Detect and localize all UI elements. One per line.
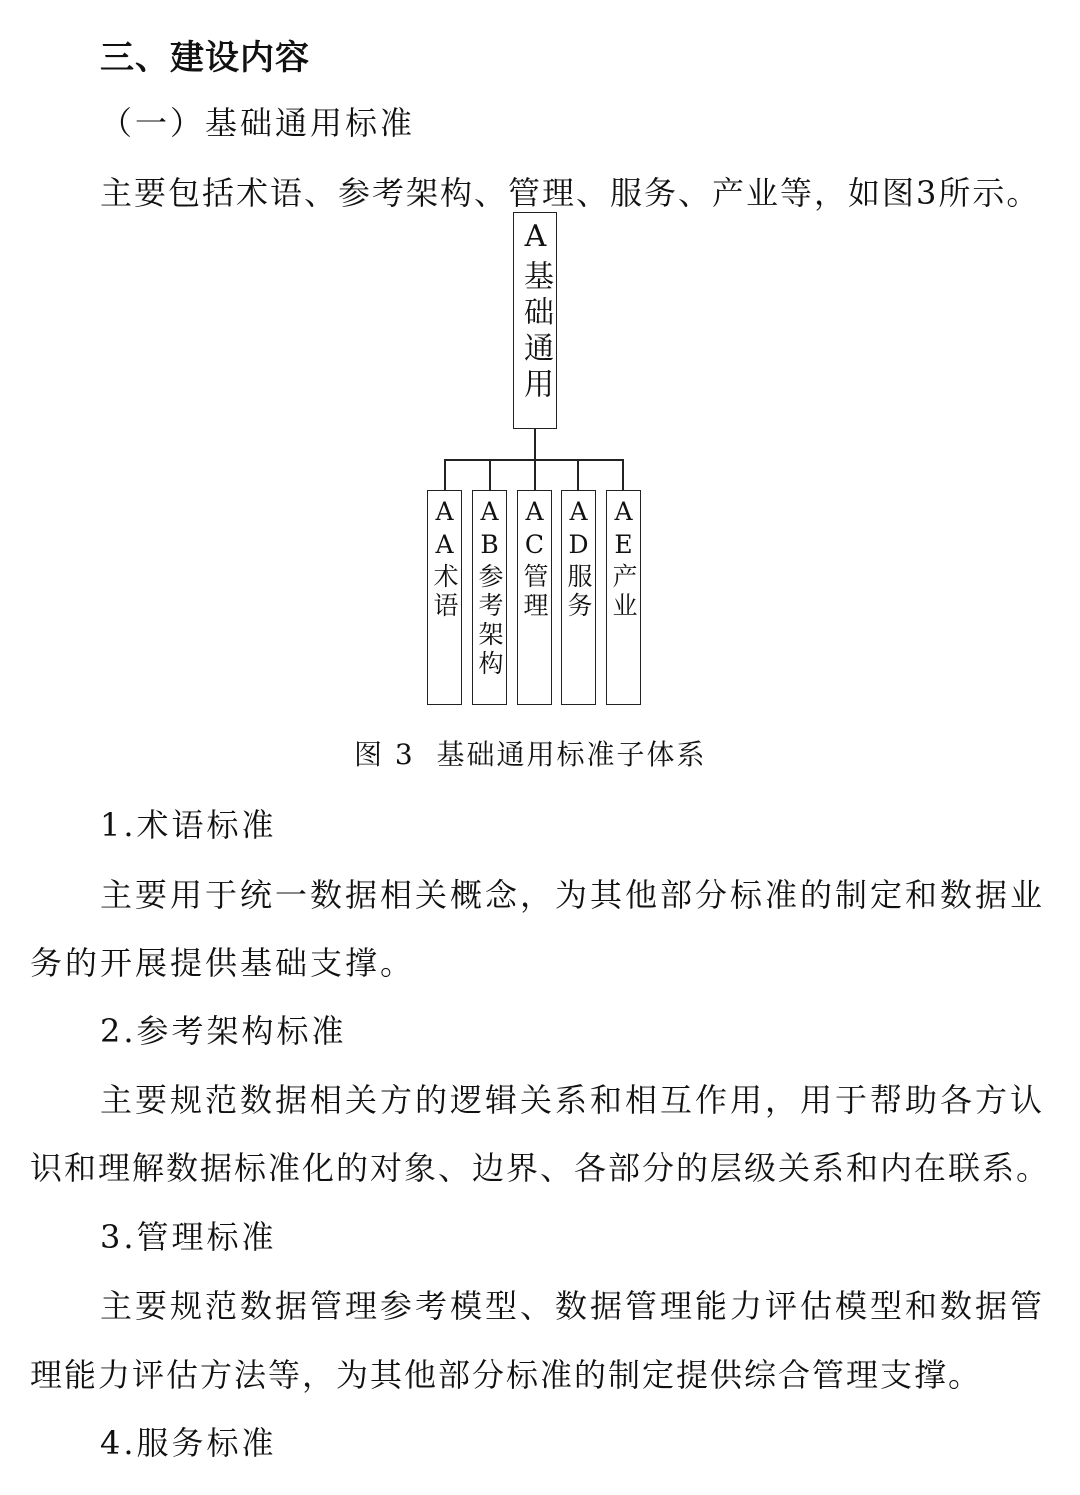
connector-ac — [534, 459, 536, 491]
item-paragraph-line: 主要规范数据相关方的逻辑关系和相互作用，用于帮助各方认 — [100, 1081, 1046, 1119]
diagram-child-box-ae — [606, 490, 641, 705]
diagram-child-label-ab: AB参考架构 — [475, 497, 504, 679]
connector-ab — [489, 459, 491, 491]
section-heading: 三、建设内容 — [100, 38, 310, 78]
diagram-child-box-ad — [561, 490, 596, 705]
connector-root-down — [534, 429, 536, 460]
intro-paragraph: 主要包括术语、参考架构、管理、服务、产业等，如图3所示。 — [100, 174, 1041, 212]
diagram-root-label: A基础通用 — [518, 219, 553, 404]
connector-aa — [444, 459, 446, 491]
item-title-4: 4.服务标准 — [100, 1424, 277, 1462]
connector-ae — [622, 459, 624, 491]
diagram-child-box-aa — [427, 490, 462, 705]
diagram-child-label-ad: AD服务 — [564, 497, 593, 621]
item-paragraph-line: 识和理解数据标准化的对象、边界、各部分的层级关系和内在联系。 — [30, 1149, 1051, 1187]
item-paragraph-line: 务的开展提供基础支撑。 — [30, 944, 416, 982]
item-title-2: 2.参考架构标准 — [100, 1012, 347, 1050]
diagram-child-box-ab — [472, 490, 507, 705]
item-paragraph-line: 主要用于统一数据相关概念，为其他部分标准的制定和数据业 — [100, 876, 1046, 914]
item-title-3: 3.管理标准 — [100, 1218, 277, 1256]
item-paragraph-line: 主要规范数据管理参考模型、数据管理能力评估模型和数据管 — [100, 1287, 1046, 1325]
connector-ad — [577, 459, 579, 491]
diagram-child-label-ac: AC管理 — [520, 497, 549, 621]
item-title-1: 1.术语标准 — [100, 806, 277, 844]
diagram-child-box-ac — [517, 490, 552, 705]
diagram-child-label-ae: AE产业 — [609, 497, 638, 621]
diagram-root-box — [513, 212, 557, 429]
subsection-heading: （一）基础通用标准 — [100, 104, 416, 142]
item-paragraph-line: 理能力评估方法等，为其他部分标准的制定提供综合管理支撑。 — [30, 1356, 983, 1394]
figure-caption: 图 3 基础通用标准子体系 — [354, 738, 707, 771]
diagram-child-label-aa: AA术语 — [430, 497, 459, 621]
